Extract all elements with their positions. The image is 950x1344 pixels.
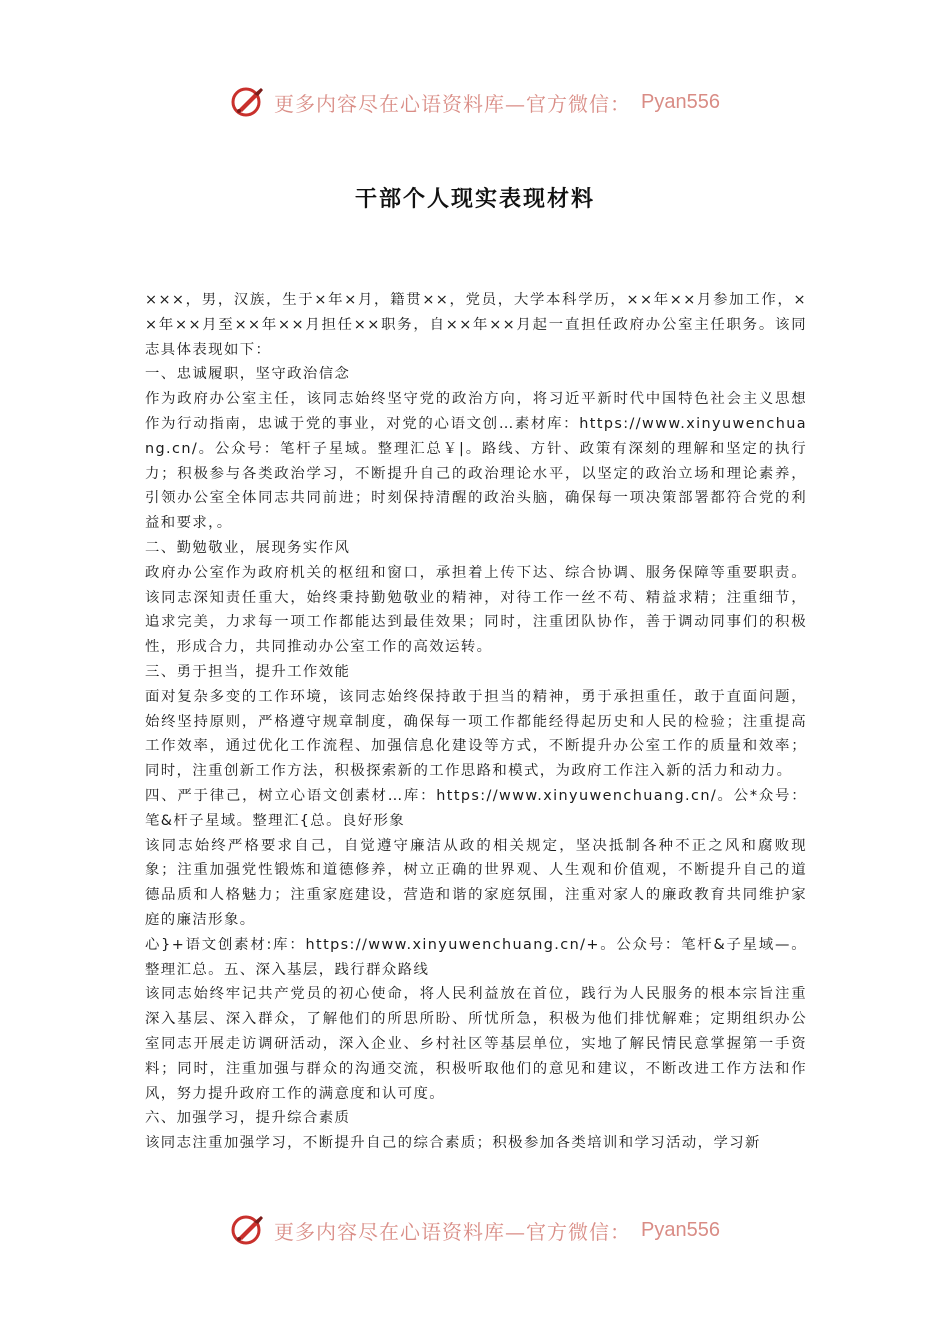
section-heading-5: 心}+语文创素材:库：https://www.xinyuwenchuang.cn/+。公众号：笔杆&子星域—。整理汇总。五、深入基层，践行群众路线 bbox=[145, 936, 807, 978]
section-heading-3: 三、勇于担当，提升工作效能 bbox=[145, 663, 351, 680]
banner-text: 更多内容尽在心语资料库—官方微信： bbox=[274, 91, 632, 116]
section-paragraph-5: 该同志始终牢记共产党员的初心使命，将人民利益放在首位，践行为人民服务的根本宗旨注重深入基层、深入群众，了解他们的所思所盼、所忧所急，积极为他们排忧解难；定期组织办公室同志开展走访调研活动，深入企业、乡村社区等基层单位，实地了解民情民意掌握第一手资料；同时，注重加强与群众的沟通交流，积极听取他们的意见和建议，不断改进工作方法和作风，努力提升政府工作的满意度和认可度。 bbox=[145, 986, 807, 1102]
section-heading-6: 六、加强学习，提升综合素质 bbox=[145, 1110, 351, 1127]
section-paragraph-2: 政府办公室作为政府机关的枢纽和窗口，承担着上传下达、综合协调、服务保障等重要职责。该同志深知责任重大，始终秉持勤勉敬业的精神，对待工作一丝不苟、精益求精；注重细节，追求完美，力求每一项工作都能达到最佳效果；同时，注重团队协作，善于调动同事们的积极性，形成合力，共同推动办公室工作的高效运转。 bbox=[145, 564, 807, 656]
document-title: 干部个人现实表现材料 bbox=[354, 187, 595, 212]
section-paragraph-4: 该同志始终严格要求自己，自觉遵守廉洁从政的相关规定，坚决抵制各种不正之风和腐败现象；注重加强党性锻炼和道德修养，树立正确的世界观、人生观和价值观，不断提升自己的道德品质和人格魅力；注重家庭建设，营造和谐的家庭氛围，注重对家人的廉政教育共同维护家庭的廉洁形象。 bbox=[145, 837, 807, 928]
header-watermark-banner bbox=[0, 82, 950, 122]
section-heading-4: 四、严于律己，树立心语文创素材…库：https://www.xinyuwenchuang.cn/。公*众号：笔&杆子星域。整理汇{总。良好形象 bbox=[145, 787, 807, 829]
footer-watermark-banner bbox=[0, 1210, 950, 1250]
section-paragraph-6: 该同志注重加强学习，不断提升自己的综合素质；积极参加各类培训和学习活动，学习新 bbox=[145, 1135, 761, 1152]
pen-logo-icon bbox=[230, 1212, 266, 1248]
section-paragraph-3: 面对复杂多变的工作环境，该同志始终保持敢于担当的精神，勇于承担重任，敢于直面问题，始终坚持原则，严格遵守规章制度，确保每一项工作都能经得起历史和人民的检验；注重提高工作效率，通过优化工作流程、加强信息化建设等方式，不断提升办公室工作的质量和效率；同时，注重创新工作方法，积极探索新的工作思路和模式，为政府工作注入新的活力和动力。 bbox=[145, 688, 807, 780]
banner-wechat-id: Pyan556 bbox=[641, 1218, 720, 1241]
document-body bbox=[145, 288, 807, 1156]
section-heading-2: 二、勤勉敬业，展现务实作风 bbox=[145, 539, 351, 556]
section-paragraph-1: 作为政府办公室主任，该同志始终坚守党的政治方向，将习近平新时代中国特色社会主义思想作为行动指南，忠诚于党的事业，对党的心语文创…素材库：https://www.xinyuwenchuang.cn/。公众号：笔杆子星域。整理汇总￥|。路线、方针、政策有深刻的理解和坚定的执行力；积极参与各类政治学习，不断提升自己的政治理论水平，以坚定的政治立场和理论素养，引领办公室全体同志共同前进；时刻保持清醒的政治头脑，确保每一项决策部署都符合党的利益和要求，。 bbox=[145, 391, 807, 532]
pen-logo-icon bbox=[230, 84, 266, 120]
section-heading-1: 一、忠诚履职，坚守政治信念 bbox=[145, 366, 351, 383]
banner-wechat-id: Pyan556 bbox=[641, 90, 720, 113]
intro-paragraph: ×××，男，汉族，生于×年×月，籍贯××，党员，大学本科学历，××年××月参加工作，××年××月至××年××月担任××职务，自××年××月起一直担任政府办公室主任职务。该同志具体表现如下： bbox=[145, 292, 807, 358]
banner-text: 更多内容尽在心语资料库—官方微信： bbox=[274, 1219, 632, 1244]
